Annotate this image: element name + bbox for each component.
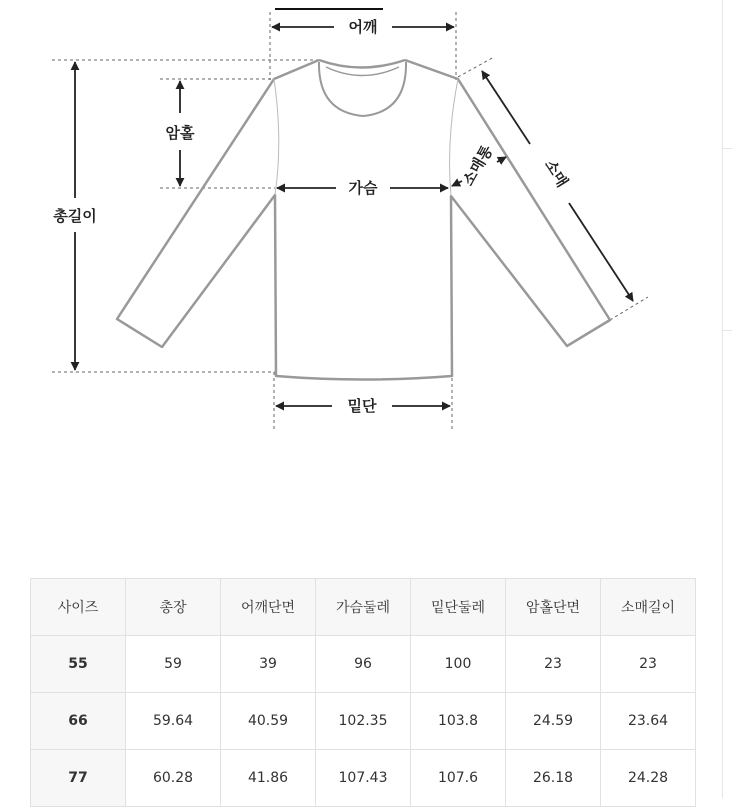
- measurement-arrows: [75, 27, 633, 406]
- table-cell: 24.28: [601, 750, 696, 807]
- table-cell: 102.35: [316, 693, 411, 750]
- table-cell: 59: [126, 636, 221, 693]
- table-cell: 40.59: [221, 693, 316, 750]
- table-cell: 26.18: [506, 750, 601, 807]
- table-cell: 41.86: [221, 750, 316, 807]
- label-hem: 밑단: [347, 397, 377, 415]
- size-chart-table: [30, 578, 696, 807]
- table-cell: 23.64: [601, 693, 696, 750]
- table-header-row: [31, 579, 696, 636]
- label-sleeve: 소매: [540, 156, 572, 191]
- label-armhole: 암홀: [165, 124, 195, 142]
- table-cell: 60.28: [126, 750, 221, 807]
- sweater-outline: [117, 60, 610, 380]
- header-hem: 밑단둘레: [411, 579, 506, 636]
- header-size: 사이즈: [31, 579, 126, 636]
- table-cell: 39: [221, 636, 316, 693]
- label-sleeve-width: 소매통: [459, 142, 497, 189]
- size-cell: 55: [31, 636, 126, 693]
- table-cell: 107.43: [316, 750, 411, 807]
- table-cell: 24.59: [506, 693, 601, 750]
- table-cell: 100: [411, 636, 506, 693]
- label-shoulder: 어깨: [348, 18, 378, 36]
- header-armhole: 암홀단면: [506, 579, 601, 636]
- table-cell: 96: [316, 636, 411, 693]
- size-cell: 66: [31, 693, 126, 750]
- label-chest: 가슴: [348, 179, 378, 197]
- size-cell: 77: [31, 750, 126, 807]
- header-shoulder: 어깨단면: [221, 579, 316, 636]
- table-row: [31, 693, 696, 750]
- table-row: [31, 636, 696, 693]
- label-total-length: 총길이: [53, 207, 97, 225]
- table-cell: 23: [506, 636, 601, 693]
- table-cell: 107.6: [411, 750, 506, 807]
- table-cell: 103.8: [411, 693, 506, 750]
- table-cell: 23: [601, 636, 696, 693]
- header-sleeve: 소매길이: [601, 579, 696, 636]
- header-total-length: 총장: [126, 579, 221, 636]
- header-chest: 가슴둘레: [316, 579, 411, 636]
- table-cell: 59.64: [126, 693, 221, 750]
